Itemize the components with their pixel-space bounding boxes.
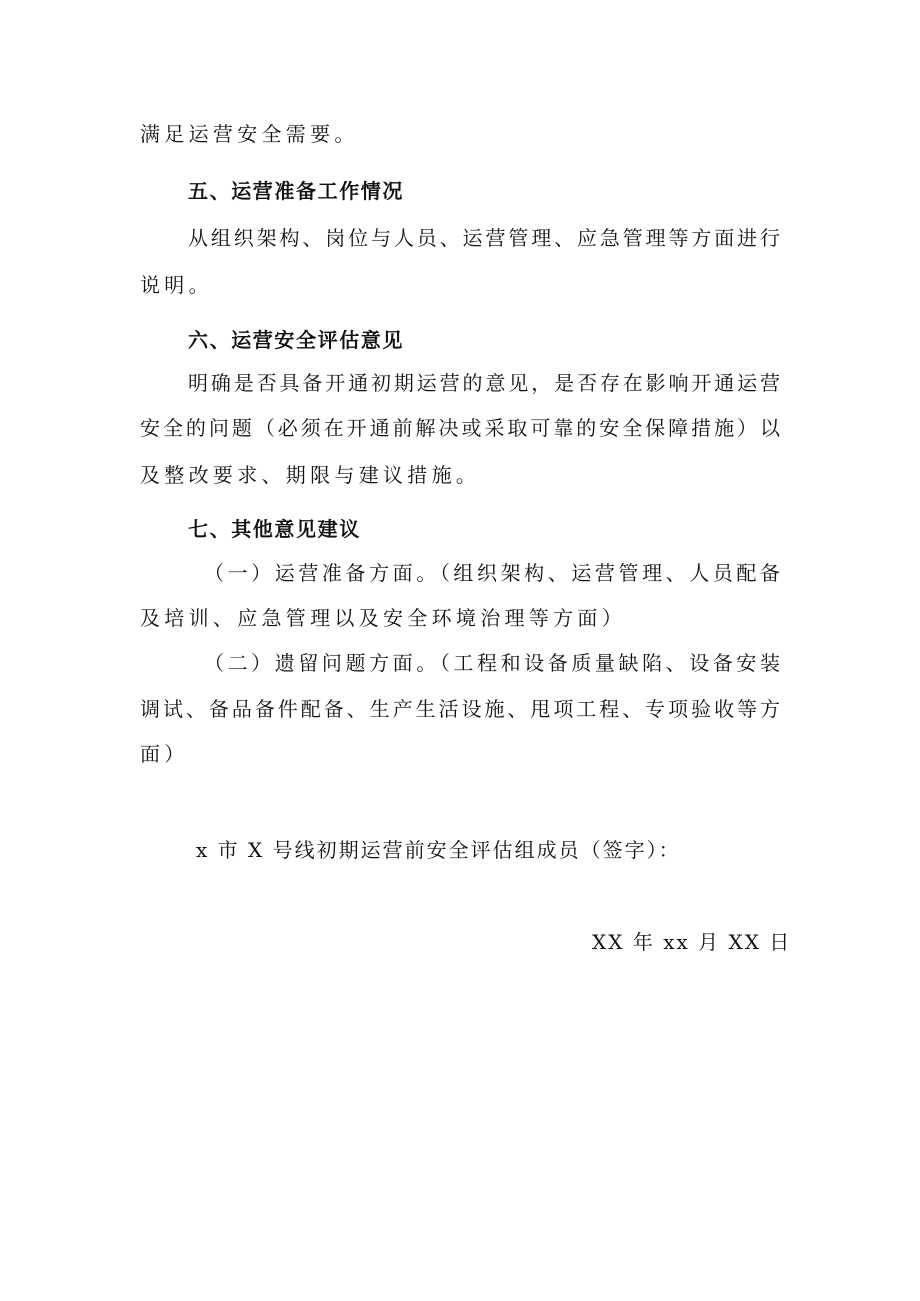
paragraph-line: 满足运营安全需要。 — [140, 122, 359, 146]
paragraph-line: 说明。 — [140, 273, 213, 297]
subsection-line-2: （二）遗留问题方面。（工程和设备质量缺陷、设备安装 — [204, 651, 780, 675]
paragraph-line: 及培训、应急管理以及安全环境治理等方面） — [140, 606, 626, 630]
paragraph-line: 面） — [140, 742, 189, 766]
subsection-line-1: （一）运营准备方面。（组织架构、运营管理、人员配备 — [204, 561, 780, 585]
paragraph-line: 从组织架构、岗位与人员、运营管理、应急管理等方面进行 — [188, 226, 780, 250]
paragraph-line: 调试、备品备件配备、生产生活设施、甩项工程、专项验收等方 — [140, 697, 780, 721]
date-line: XX 年 xx 月 XX 日 — [592, 930, 792, 954]
signature-line: x 市 X 号线初期运营前安全评估组成员（签字）： — [196, 838, 681, 862]
section-heading-6: 六、运营安全评估意见 — [188, 328, 404, 352]
paragraph-line: 安全的问题（必须在开通前解决或采取可靠的安全保障措施）以 — [140, 416, 780, 440]
paragraph-line: 明确是否具备开通初期运营的意见，是否存在影响开通运营 — [188, 371, 780, 395]
paragraph-line: 及整改要求、期限与建议措施。 — [140, 463, 481, 487]
section-heading-5: 五、运营准备工作情况 — [188, 179, 404, 203]
section-heading-7: 七、其他意见建议 — [188, 517, 361, 541]
